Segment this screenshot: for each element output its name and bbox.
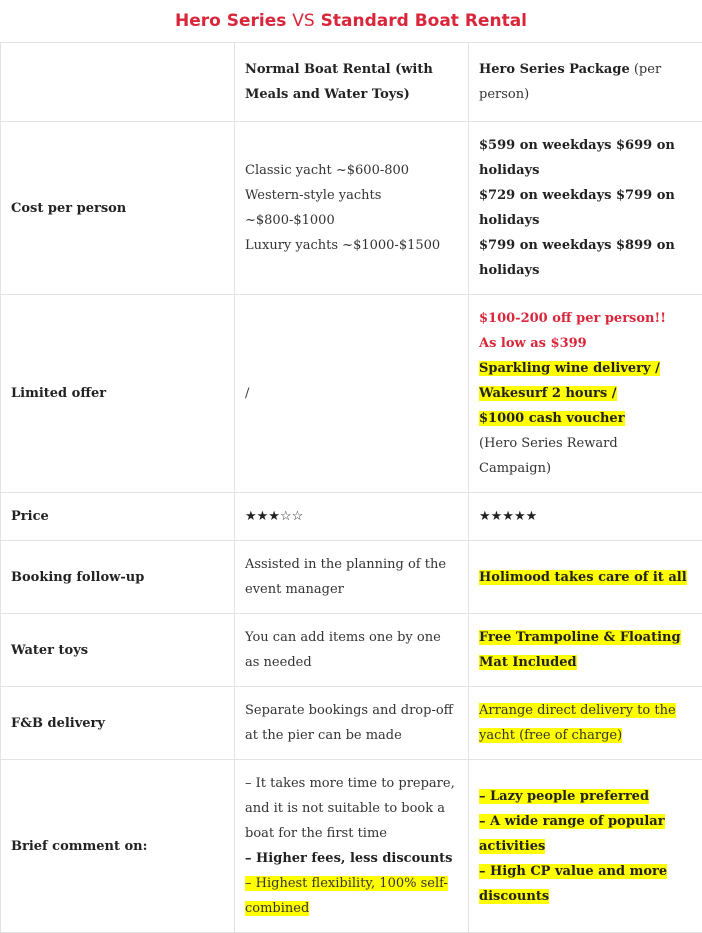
cost-normal-line: Luxury yachts ~$1000-$1500 bbox=[245, 233, 458, 258]
row-label-cost: Cost per person bbox=[1, 122, 235, 295]
toys-hero: Free Trampoline & Floating Mat Included bbox=[479, 630, 681, 670]
comment-hero-cell bbox=[469, 760, 702, 933]
row-label-fb: F&B delivery bbox=[1, 687, 235, 760]
comparison-table bbox=[0, 42, 702, 933]
header-hero-bold: Hero Series Package bbox=[479, 62, 630, 77]
table-row-cost bbox=[1, 122, 702, 295]
title-part2: Standard Boat Rental bbox=[315, 11, 527, 31]
toys-normal: You can add items one by one as needed bbox=[235, 614, 469, 687]
cost-normal-cell bbox=[235, 122, 469, 295]
comment-hero-line: – Lazy people preferred bbox=[479, 789, 649, 804]
row-label-toys: Water toys bbox=[1, 614, 235, 687]
comment-hero-line: – High CP value and more discounts bbox=[479, 864, 667, 904]
fb-hero-cell bbox=[469, 687, 702, 760]
row-label-booking: Booking follow-up bbox=[1, 541, 235, 614]
offer-discount: $100-200 off per person!! bbox=[479, 306, 692, 331]
cost-hero-line: $599 on weekdays $699 on holidays bbox=[479, 133, 692, 183]
comment-normal-highlight: – Highest flexibility, 100% self-combined bbox=[245, 876, 448, 916]
title-part1: Hero Series bbox=[175, 11, 292, 31]
cost-hero-line: $799 on weekdays $899 on holidays bbox=[479, 233, 692, 283]
row-label-comment: Brief comment on: bbox=[1, 760, 235, 933]
price-normal-stars: ★★★☆☆ bbox=[235, 493, 469, 541]
price-hero-stars: ★★★★★ bbox=[469, 493, 702, 541]
offer-perk: Sparkling wine delivery / bbox=[479, 361, 660, 376]
page-title bbox=[0, 0, 702, 42]
offer-note: (Hero Series Reward Campaign) bbox=[479, 431, 692, 481]
cost-hero-cell bbox=[469, 122, 702, 295]
offer-normal-cell: / bbox=[235, 295, 469, 493]
row-label-price: Price bbox=[1, 493, 235, 541]
cost-normal-line: Classic yacht ~$600-800 bbox=[245, 158, 458, 183]
comment-normal-line: – Higher fees, less discounts bbox=[245, 846, 458, 871]
offer-perk: $1000 cash voucher bbox=[479, 411, 625, 426]
header-hero-rest: (per person) bbox=[479, 62, 661, 102]
header-row bbox=[1, 43, 702, 122]
offer-hero-cell bbox=[469, 295, 702, 493]
table-row-fb bbox=[1, 687, 702, 760]
fb-hero: Arrange direct delivery to the yacht (free of charge) bbox=[479, 703, 676, 743]
table-row-toys bbox=[1, 614, 702, 687]
cost-normal-line: Western-style yachts ~$800-$1000 bbox=[245, 183, 458, 233]
booking-hero-cell bbox=[469, 541, 702, 614]
table-row-offer bbox=[1, 295, 702, 493]
cost-hero-line: $729 on weekdays $799 on holidays bbox=[479, 183, 692, 233]
booking-hero: Holimood takes care of it all bbox=[479, 570, 687, 585]
row-label-offer: Limited offer bbox=[1, 295, 235, 493]
header-hero bbox=[469, 43, 702, 122]
fb-normal: Separate bookings and drop-off at the pier can be made bbox=[235, 687, 469, 760]
booking-normal: Assisted in the planning of the event manager bbox=[235, 541, 469, 614]
table-row-comment bbox=[1, 760, 702, 933]
toys-hero-cell bbox=[469, 614, 702, 687]
title-vs: VS bbox=[292, 11, 314, 31]
table-row-price bbox=[1, 493, 702, 541]
offer-perk: Wakesurf 2 hours / bbox=[479, 386, 617, 401]
comment-normal-line: – It takes more time to prepare, and it is not suitable to book a boat for the first time bbox=[245, 771, 458, 846]
header-normal: Normal Boat Rental (with Meals and Water Toys) bbox=[235, 43, 469, 122]
table-row-booking bbox=[1, 541, 702, 614]
comment-normal-cell bbox=[235, 760, 469, 933]
header-empty-cell bbox=[1, 43, 235, 122]
comment-hero-line: – A wide range of popular activities bbox=[479, 814, 665, 854]
offer-low-price: As low as $399 bbox=[479, 331, 692, 356]
